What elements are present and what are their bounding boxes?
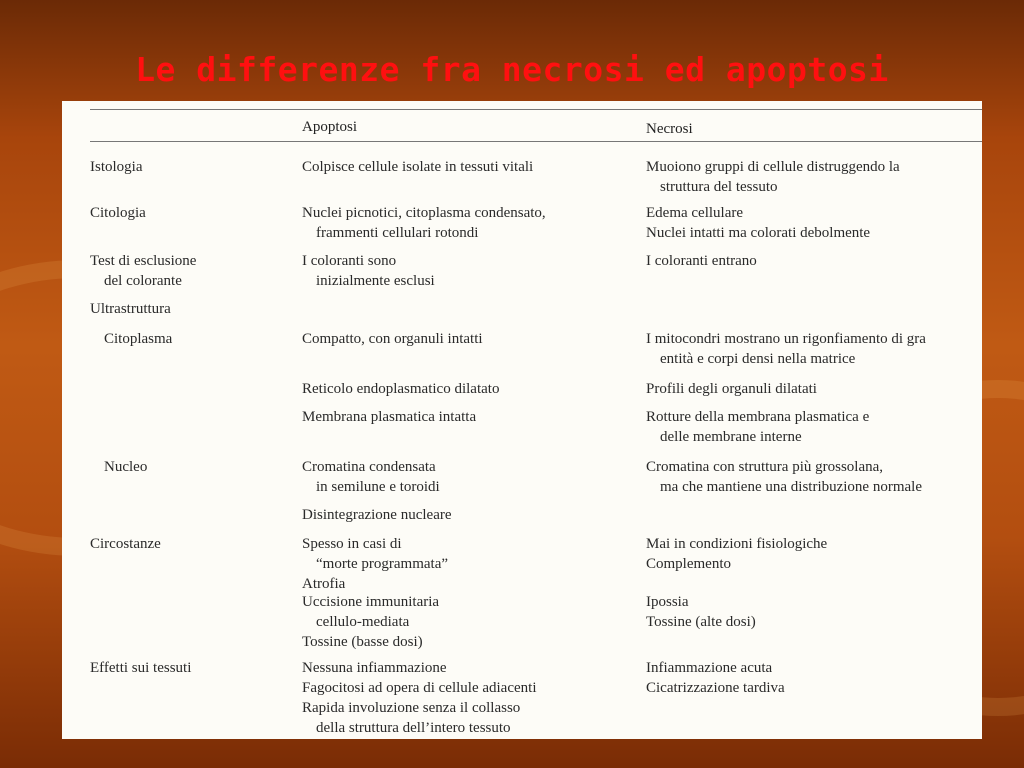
necrosi-cell-line: Tossine (alte dosi) — [646, 614, 756, 630]
necrosi-cell-line: Rotture della membrana plasmatica e — [646, 409, 870, 425]
apoptosi-cell-line: della struttura dell’intero tessuto — [316, 720, 511, 736]
apoptosi-cell-line: Nuclei picnotici, citoplasma condensato, — [302, 205, 546, 221]
necrosi-cell-line: Complemento — [646, 556, 731, 572]
necrosi-cell-line: Ipossia — [646, 594, 689, 610]
apoptosi-cell-line: Colpisce cellule isolate in tessuti vitali — [302, 159, 534, 175]
label-cell-line: Istologia — [90, 159, 143, 175]
top-rule — [90, 109, 982, 110]
apoptosi-cell-line: Uccisione immunitaria — [302, 594, 440, 610]
apoptosi-cell-line: Nessuna infiammazione — [302, 660, 447, 676]
necrosi-cell-line: I mitocondri mostrano un rigonfiamento di gra — [646, 331, 926, 347]
apoptosi-cell-line: Atrofia — [302, 576, 346, 592]
label-cell-line: Circostanze — [90, 536, 161, 552]
necrosi-cell-line: ma che mantiene una distribuzione normale — [660, 479, 922, 495]
scanned-table-image — [62, 101, 982, 739]
slide-title: Le differenze fra necrosi ed apoptosi — [135, 50, 889, 89]
necrosi-cell-line: Cicatrizzazione tardiva — [646, 680, 785, 696]
necrosi-cell-line: I coloranti entrano — [646, 253, 757, 269]
apoptosi-cell-line: I coloranti sono — [302, 253, 397, 269]
apoptosi-cell-line: Cromatina condensata — [302, 459, 436, 475]
label-cell-line: Citologia — [90, 205, 146, 221]
necrosi-cell-line: Profili degli organuli dilatati — [646, 381, 817, 397]
necrosi-cell-line: entità e corpi densi nella matrice — [660, 351, 856, 367]
apoptosi-cell-line: Reticolo endoplasmatico dilatato — [302, 381, 500, 397]
header-necrosi: Necrosi — [646, 121, 693, 137]
apoptosi-cell-line: in semilune e toroidi — [316, 479, 440, 495]
apoptosi-cell-line: Rapida involuzione senza il collasso — [302, 700, 521, 716]
label-cell-line: Nucleo — [104, 459, 148, 475]
header-apoptosi: Apoptosi — [302, 119, 358, 135]
apoptosi-cell-line: Disintegrazione nucleare — [302, 507, 452, 523]
apoptosi-cell-line: Compatto, con organuli intatti — [302, 331, 483, 347]
necrosi-cell-line: Edema cellulare — [646, 205, 744, 221]
apoptosi-cell-line: Membrana plasmatica intatta — [302, 409, 477, 425]
label-cell-line: Citoplasma — [104, 331, 173, 347]
necrosi-cell-line: struttura del tessuto — [660, 179, 778, 195]
apoptosi-cell-line: frammenti cellulari rotondi — [316, 225, 479, 241]
apoptosi-cell-line: “morte programmata” — [316, 556, 449, 572]
apoptosi-cell-line: Fagocitosi ad opera di cellule adiacenti — [302, 680, 537, 696]
necrosi-cell-line: Nuclei intatti ma colorati debolmente — [646, 225, 871, 241]
necrosi-cell-line: Muoiono gruppi di cellule distruggendo la — [646, 159, 900, 175]
necrosi-cell-line: Cromatina con struttura più grossolana, — [646, 459, 884, 475]
label-cell-line: Test di esclusione — [90, 253, 197, 269]
apoptosi-cell-line: Spesso in casi di — [302, 536, 402, 552]
apoptosi-cell-line: inizialmente esclusi — [316, 273, 435, 289]
necrosi-cell-line: Infiammazione acuta — [646, 660, 773, 676]
necrosi-cell-line: Mai in condizioni fisiologiche — [646, 536, 828, 552]
label-cell-line: Effetti sui tessuti — [90, 660, 192, 676]
apoptosi-cell-line: cellulo-mediata — [316, 614, 410, 630]
apoptosi-cell-line: Tossine (basse dosi) — [302, 634, 423, 650]
label-cell-line: Ultrastruttura — [90, 301, 171, 317]
label-cell-line: del colorante — [104, 273, 182, 289]
header-rule — [90, 141, 982, 142]
necrosi-cell-line: delle membrane interne — [660, 429, 802, 445]
